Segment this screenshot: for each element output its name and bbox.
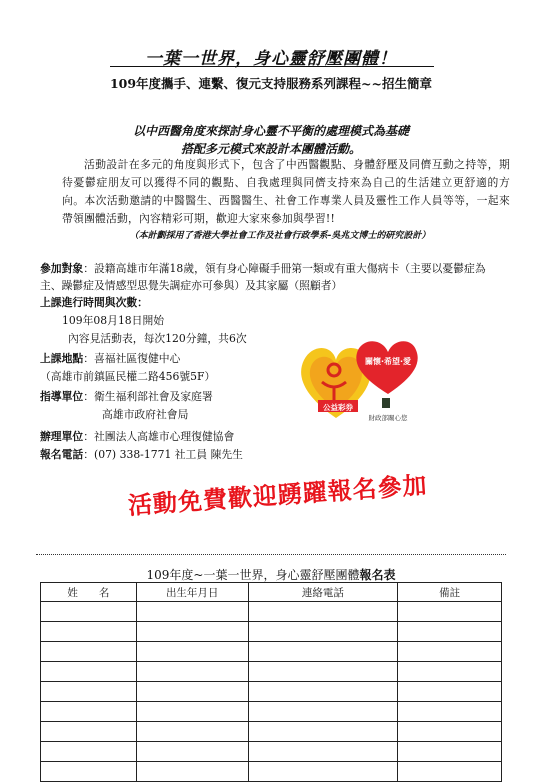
location-address: （高雄市前鎮區民權二路456號5F） <box>40 370 216 383</box>
table-header-row <box>41 583 502 602</box>
lottery-logo-graphic <box>296 330 422 426</box>
table-row <box>41 682 502 702</box>
name-cell[interactable] <box>41 602 137 622</box>
promo-banner: 活動免費歡迎踴躍報名參加 <box>127 471 429 520</box>
notes-cell[interactable] <box>398 662 502 682</box>
table-row <box>41 722 502 742</box>
schedule-detail: 內容見活動表，每次120分鐘，共6次 <box>68 332 247 345</box>
notes-cell[interactable] <box>398 622 502 642</box>
table-row <box>41 702 502 722</box>
organizer-label: 辦理單位 <box>40 430 84 443</box>
name-cell[interactable] <box>41 742 137 762</box>
phone-cell[interactable] <box>248 622 398 642</box>
location-label: 上課地點 <box>40 352 84 365</box>
phone-cell[interactable] <box>248 702 398 722</box>
name-cell[interactable] <box>41 702 137 722</box>
phone-row <box>40 446 243 463</box>
name-cell[interactable] <box>41 762 137 782</box>
description-paragraph: 活動設計在多元的角度與形式下，包含了中西醫觀點、身體舒壓及同儕互動之持等，期待憂鬱症朋友可以獲得不同的觀點、自我處理與同儕支持來為自己的生活建立更舒適的方向。本次活動邀請的中醫醫生、西醫醫生、社會工作專業人員及靈性工作人員等等，一起來帶領團體活動，內容精彩可期，歡迎大家來參加與學習!! <box>62 158 510 225</box>
location-value: ：喜福社區復健中心 <box>83 352 181 365</box>
participants-value: 設籍高雄市年滿18歲，領有身心障礙手冊第一類或有重大傷病卡（主要以憂鬱症為主、躁鬱症及情感型思覺失調症亦可參與）及其家屬（照顧者） <box>40 262 486 292</box>
lottery-logo <box>296 330 422 426</box>
title-underline <box>110 66 434 67</box>
page-title: 一葉一世界，身心靈舒壓團體！ <box>145 49 397 69</box>
birthdate-cell[interactable] <box>136 722 248 742</box>
organizer-value: ：社團法人高雄市心理復健協會 <box>83 430 235 443</box>
guidance-value-2: 高雄市政府社會局 <box>102 408 189 421</box>
guidance-row <box>40 388 213 405</box>
form-title-prefix: 109年度~一葉一世界，身心靈舒壓團體 <box>146 568 360 582</box>
birthdate-cell[interactable] <box>136 702 248 722</box>
participants-row: 參加對象：設籍高雄市年滿18歲，領有身心障礙手冊第一類或有重大傷病卡（主要以憂鬱症為主、躁鬱症及情感型思覺失調症亦可參與）及其家屬（照顧者） <box>40 262 486 292</box>
cut-line <box>36 554 506 555</box>
birthdate-cell[interactable] <box>136 642 248 662</box>
guidance-label: 指導單位 <box>40 390 84 403</box>
birthdate-cell[interactable] <box>136 662 248 682</box>
location-row <box>40 350 180 367</box>
phone-cell[interactable] <box>248 762 398 782</box>
col-header-name: 姓 名 <box>41 583 137 602</box>
phone-cell[interactable] <box>248 722 398 742</box>
theme-line-2: 搭配多元模式來設計本團體活動。 <box>180 142 361 156</box>
form-title <box>0 566 542 583</box>
notes-cell[interactable] <box>398 682 502 702</box>
ministry-emblem-icon <box>382 398 390 408</box>
notes-cell[interactable] <box>398 722 502 742</box>
page-subtitle: 109年度攜手、連繫、復元支持服務系列課程~~招生簡章 <box>109 76 433 91</box>
phone-cell[interactable] <box>248 642 398 662</box>
registration-table <box>40 582 502 782</box>
phone-cell[interactable] <box>248 682 398 702</box>
research-note: （本計劃採用了香港大學社會工作及社會行政學系-吳兆文博士的研究設計） <box>129 231 431 241</box>
notes-cell[interactable] <box>398 742 502 762</box>
heart-text: 關懷·希望·愛 <box>364 357 412 366</box>
table-row <box>41 762 502 782</box>
birthdate-cell[interactable] <box>136 602 248 622</box>
table-row <box>41 642 502 662</box>
schedule-start: 109年08月18日開始 <box>62 314 165 327</box>
col-header-notes: 備註 <box>398 583 502 602</box>
birthdate-cell[interactable] <box>136 622 248 642</box>
table-row <box>41 662 502 682</box>
phone-label: 報名電話 <box>40 448 84 461</box>
table-row <box>41 622 502 642</box>
birthdate-cell[interactable] <box>136 762 248 782</box>
table-row <box>41 742 502 762</box>
notes-cell[interactable] <box>398 762 502 782</box>
theme-line-1: 以中西醫角度來探討身心靈不平衡的處理模式為基礎 <box>132 124 409 138</box>
ministry-text: 財政部關心您 <box>368 414 408 422</box>
phone-value: ：(07) 338-1771 社工員 陳先生 <box>83 448 243 461</box>
name-cell[interactable] <box>41 662 137 682</box>
name-cell[interactable] <box>41 622 137 642</box>
phone-cell[interactable] <box>248 602 398 622</box>
phone-cell[interactable] <box>248 742 398 762</box>
birthdate-cell[interactable] <box>136 742 248 762</box>
phone-cell[interactable] <box>248 662 398 682</box>
organizer-row <box>40 428 234 445</box>
notes-cell[interactable] <box>398 602 502 622</box>
name-cell[interactable] <box>41 682 137 702</box>
notes-cell[interactable] <box>398 702 502 722</box>
guidance-value-1: ：衛生福利部社會及家庭署 <box>83 390 213 403</box>
col-header-phone: 連絡電話 <box>248 583 398 602</box>
notes-cell[interactable] <box>398 642 502 662</box>
lottery-text: 公益彩券 <box>323 403 353 412</box>
form-title-bold: 報名表 <box>359 568 396 582</box>
name-cell[interactable] <box>41 722 137 742</box>
name-cell[interactable] <box>41 642 137 662</box>
col-header-birthdate: 出生年月日 <box>136 583 248 602</box>
birthdate-cell[interactable] <box>136 682 248 702</box>
participants-label: 參加對象 <box>40 262 84 275</box>
table-row <box>41 602 502 622</box>
schedule-label: 上課進行時間與次數： <box>40 296 148 309</box>
